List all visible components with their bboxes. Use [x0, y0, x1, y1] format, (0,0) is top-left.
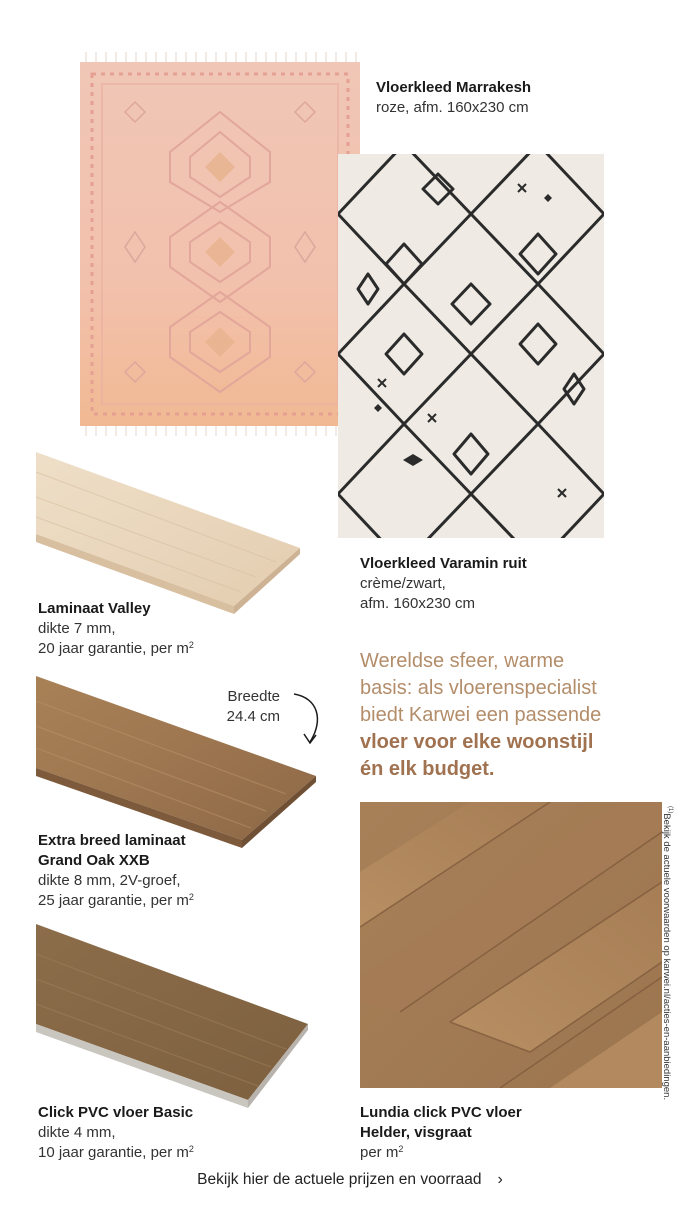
valley-desc-2: 20 jaar garantie, per $m^2$ — [38, 640, 194, 657]
valley-desc-1: dikte 7 mm, — [38, 620, 116, 637]
breedte-value: 24.4 cm — [226, 708, 280, 725]
grand-oak-desc-1: dikte 8 mm, 2V-groef, — [38, 872, 181, 889]
lundia-floor-image — [360, 802, 662, 1088]
varamin-desc-2: afm. 160x230 cm — [360, 595, 476, 612]
tagline-line-4: vloer voor elke woonstijl — [360, 731, 594, 753]
lundia-title-1: Lundia click PVC vloer — [360, 1104, 522, 1121]
rug-marrakesh-image — [80, 52, 360, 436]
tagline-line-3: biedt Karwei een passende — [360, 704, 602, 726]
footnote-vertical: $^{(1)}$Bekijk de actuele voorwaarden op karwei.nl/acties-en-aanbiedingen. — [661, 806, 673, 1101]
grand-oak-desc-2: 25 jaar garantie, per $m^2$ — [38, 892, 194, 909]
click-pvc-image — [36, 924, 310, 1110]
varamin-title: Vloerkleed Varamin ruit — [360, 555, 527, 572]
tagline-line-1: Wereldse sfeer, warme — [360, 650, 565, 672]
click-pvc-title: Click PVC vloer Basic — [38, 1104, 194, 1121]
grand-oak-title-2: Grand Oak XXB — [38, 852, 150, 869]
rug-varamin-image — [338, 154, 604, 538]
chevron-right-icon[interactable]: › — [497, 1171, 503, 1188]
tagline — [360, 648, 660, 783]
tagline-line-5: én elk budget. — [360, 758, 495, 780]
click-pvc-desc-2: 10 jaar garantie, per $m^2$ — [38, 1144, 194, 1161]
cta-label[interactable]: Bekijk hier de actuele prijzen en voorraad — [197, 1171, 482, 1188]
lundia-desc: per $m^2$ — [360, 1144, 404, 1161]
varamin-desc-1: crème/zwart, — [360, 575, 446, 592]
grand-oak-title-1: Extra breed laminaat — [38, 832, 186, 849]
curved-arrow-icon — [290, 690, 330, 750]
tagline-line-2: basis: als vloerenspecialist — [360, 677, 597, 699]
cta-link[interactable] — [0, 1171, 700, 1189]
marrakesh-desc: roze, afm. 160x230 cm — [376, 99, 529, 116]
click-pvc-desc-1: dikte 4 mm, — [38, 1124, 116, 1141]
breedte-label: Breedte — [227, 688, 280, 705]
marrakesh-title: Vloerkleed Marrakesh — [376, 79, 532, 96]
lundia-title-2: Helder, visgraat — [360, 1124, 472, 1141]
valley-title: Laminaat Valley — [38, 600, 151, 617]
laminaat-valley-image — [36, 452, 302, 616]
